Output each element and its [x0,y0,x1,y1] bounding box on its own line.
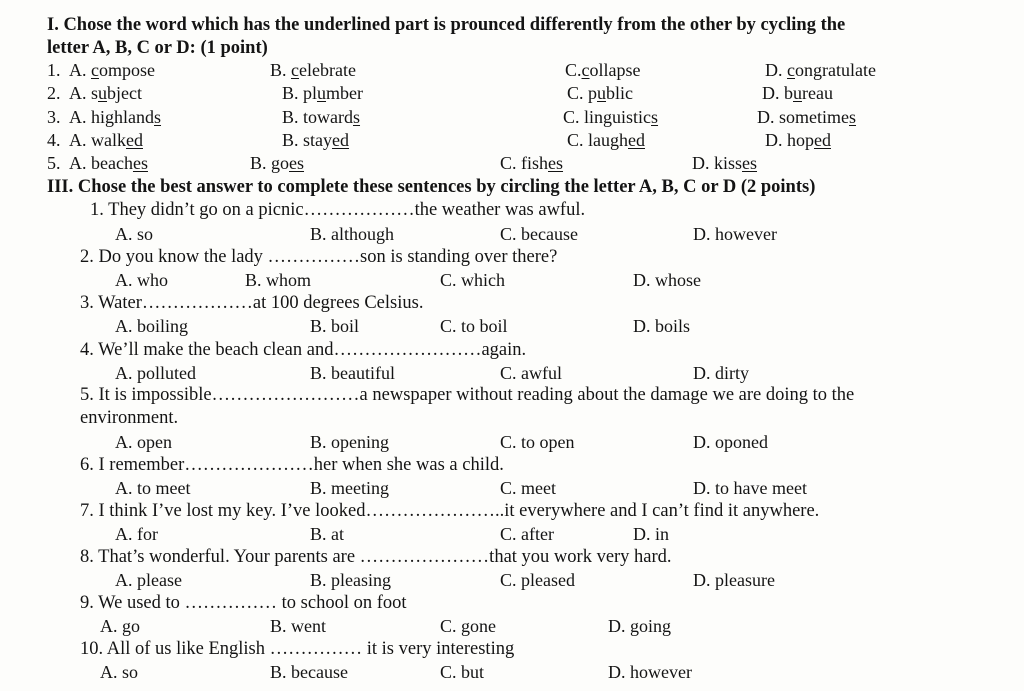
answer-option[interactable]: C. meet [500,478,556,498]
question-number: 2. [47,83,61,103]
answer-option[interactable] [567,129,645,151]
answer-option[interactable] [692,152,757,174]
answer-option[interactable] [762,82,833,104]
answer-option[interactable]: D. oponed [693,432,768,452]
underlined-part: ed [814,130,831,150]
underlined-part: es [548,153,564,173]
section3-heading: III. Chose the best answer to complete these sentences by circling the letter A, B, C or D (2 points) [47,177,816,197]
underlined-part: u [597,83,607,103]
answer-option[interactable]: B. beautiful [310,363,395,383]
option-text: C. [565,60,582,80]
answer-option[interactable]: B. although [310,224,394,244]
answer-option[interactable]: B. opening [310,432,389,452]
answer-option[interactable]: C. because [500,224,578,244]
answer-option[interactable]: D. however [608,662,692,682]
option-text: B. go [250,153,290,173]
option-text: ongratulate [795,60,876,80]
answer-option[interactable]: A. open [115,432,172,452]
question-text: 3. Water………………at 100 degrees Celsius. [80,293,424,313]
option-text: A. beach [69,153,133,173]
answer-option[interactable]: D. going [608,616,671,636]
answer-option[interactable]: C. to boil [440,316,508,336]
answer-option[interactable]: A. so [100,662,139,682]
answer-option[interactable]: C. but [440,662,485,682]
answer-option[interactable]: A. please [115,570,182,590]
answer-option[interactable]: A. polluted [115,363,196,383]
question-text: 10. All of us like English …………… it is very interesting [80,639,515,659]
answer-option[interactable]: C. awful [500,363,562,383]
answer-option[interactable]: D. whose [633,270,701,290]
option-text: blic [606,83,634,103]
answer-option[interactable] [69,152,148,174]
answer-option[interactable]: D. in [633,524,669,544]
option-text: B. pl [282,83,318,103]
underlined-part: u [793,83,802,103]
option-text: A. walk [69,130,126,150]
answer-option[interactable] [270,59,356,81]
answer-option[interactable]: B. pleasing [310,570,391,590]
question-text: 4. We’ll make the beach clean and……………………again. [80,340,527,360]
answer-option[interactable]: B. went [270,616,326,636]
option-text: C. linguistic [563,107,652,127]
answer-option[interactable] [765,59,876,81]
underlined-part: c [581,60,590,80]
answer-option[interactable] [69,82,142,104]
answer-option[interactable]: B. whom [245,270,312,290]
answer-option[interactable]: B. at [310,524,344,544]
question-number: 3. [47,107,61,127]
underlined-part: s [849,107,857,127]
question-text: 1. They didn’t go on a picnic………………the weather was awful. [90,200,586,220]
answer-option[interactable]: B. meeting [310,478,389,498]
question-text: environment. [80,408,179,428]
option-text: mber [326,83,363,103]
option-text: C. p [567,83,598,103]
underlined-part: s [353,107,361,127]
underlined-part: c [91,60,99,80]
underlined-part: u [98,83,108,103]
answer-option[interactable]: A. so [115,224,154,244]
answer-option[interactable]: A. to meet [115,478,191,498]
answer-option[interactable]: C. to open [500,432,575,452]
underlined-part: ed [126,130,143,150]
option-text: A. s [69,83,99,103]
answer-option[interactable] [69,106,161,128]
option-text: B. toward [282,107,353,127]
option-text: elebrate [299,60,356,80]
answer-option[interactable] [567,82,633,104]
section1-heading: I. Chose the word which has the underlined part is prounced differently from the other by cycling the [47,15,846,35]
answer-option[interactable] [757,106,856,128]
underlined-part: s [651,107,659,127]
question-text: 7. I think I’ve lost my key. I’ve looked…………………..it everywhere and I can’t find it anywhere. [80,501,820,521]
option-text: ollapse [589,60,641,80]
underlined-part: s [154,107,162,127]
question-number: 1. [47,60,61,80]
answer-option[interactable] [282,106,360,128]
question-number: 5. [47,153,61,173]
answer-option[interactable] [282,82,363,104]
option-text: A. highland [69,107,154,127]
option-text: ompose [99,60,155,80]
answer-option[interactable]: C. after [500,524,554,544]
option-text: A. [69,60,91,80]
question-text: 5. It is impossible……………………a newspaper without reading about the damage we are doing to the [80,385,855,405]
answer-option[interactable] [563,106,658,128]
underlined-part: c [291,60,300,80]
option-text: reau [802,83,833,103]
underlined-part: es [132,153,148,173]
answer-option[interactable]: A. go [100,616,140,636]
answer-option[interactable] [282,129,349,151]
question-text: 2. Do you know the lady ……………son is standing over there? [80,247,558,267]
answer-option[interactable]: D. to have meet [693,478,807,498]
answer-option[interactable]: A. who [115,270,168,290]
option-text: bject [107,83,142,103]
option-text: D. sometime [757,107,849,127]
answer-option[interactable]: D. boils [633,316,691,336]
answer-option[interactable] [500,152,563,174]
answer-option[interactable] [69,59,155,81]
option-text: D. b [762,83,793,103]
answer-option[interactable]: B. boil [310,316,360,336]
answer-option[interactable] [69,129,143,151]
option-text: C. laugh [567,130,628,150]
option-text: C. fish [500,153,549,173]
answer-option[interactable]: C. gone [440,616,496,636]
underlined-part: c [787,60,795,80]
underlined-part: es [742,153,758,173]
answer-option[interactable]: A. boiling [115,316,189,336]
question-number: 4. [47,130,61,150]
option-text: D. hop [765,130,814,150]
answer-option[interactable]: C. which [440,270,505,290]
answer-option[interactable]: C. pleased [500,570,575,590]
underlined-part: es [289,153,305,173]
answer-option[interactable] [250,152,304,174]
underlined-part: u [317,83,327,103]
question-text: 8. That’s wonderful. Your parents are …………………that you work very hard. [80,547,672,567]
underlined-part: ed [332,130,350,150]
question-text: 6. I remember…………………her when she was a child. [80,455,504,475]
option-text: B. stay [282,130,333,150]
section1-heading-line2: letter A, B, C or D: (1 point) [47,38,268,58]
answer-option[interactable]: D. pleasure [693,570,775,590]
answer-option[interactable]: D. however [693,224,777,244]
answer-option[interactable]: D. dirty [693,363,749,383]
option-text: B. [270,60,292,80]
underlined-part: ed [628,130,645,150]
answer-option[interactable] [565,59,641,81]
option-text: D. [765,60,787,80]
question-text: 9. We used to …………… to school on foot [80,593,407,613]
option-text: D. kiss [692,153,743,173]
answer-option[interactable]: B. because [270,662,348,682]
answer-option[interactable]: A. for [115,524,158,544]
answer-option[interactable] [765,129,831,151]
